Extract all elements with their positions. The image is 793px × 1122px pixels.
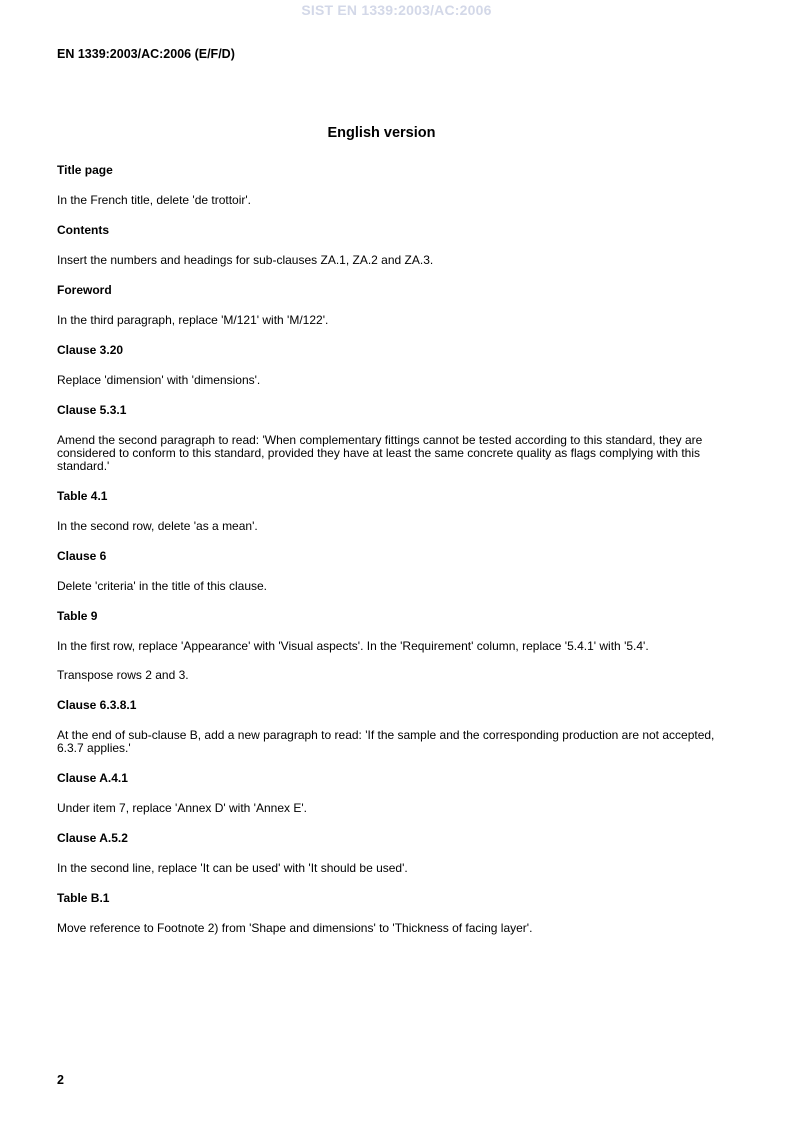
- section-heading-foreword: Foreword: [57, 283, 112, 297]
- section-paragraph: In the third paragraph, replace 'M/121' with 'M/122'.: [57, 313, 329, 327]
- section-paragraph: Insert the numbers and headings for sub-clauses ZA.1, ZA.2 and ZA.3.: [57, 253, 434, 267]
- watermark: SIST EN 1339:2003/AC:2006: [301, 2, 492, 18]
- section-paragraph: In the first row, replace 'Appearance' with 'Visual aspects'. In the 'Requirement' column, replace '5.4.1' with '5.4'.: [57, 639, 649, 653]
- section-paragraph: In the second line, replace 'It can be used' with 'It should be used'.: [57, 861, 408, 875]
- section-paragraph: Move reference to Footnote 2) from 'Shape and dimensions' to 'Thickness of facing layer'.: [57, 921, 533, 935]
- section-paragraph: In the second row, delete 'as a mean'.: [57, 519, 258, 533]
- version-title: English version: [327, 125, 436, 141]
- section-heading-table-9: Table 9: [57, 609, 98, 623]
- section-paragraph: Under item 7, replace 'Annex D' with 'Annex E'.: [57, 801, 307, 815]
- page-number: 2: [57, 1073, 64, 1087]
- section-heading-clause-5-3-1: Clause 5.3.1: [57, 403, 127, 417]
- section-heading-table-4-1: Table 4.1: [57, 489, 108, 503]
- section-paragraph: In the French title, delete 'de trottoir'.: [57, 193, 252, 207]
- section-heading-table-b-1: Table B.1: [57, 891, 110, 905]
- section-paragraph: At the end of sub-clause B, add a new paragraph to read: 'If the sample and the corresponding production are not accepted, 6.3.7 applies.': [57, 728, 715, 755]
- section-heading-clause-6-3-8-1: Clause 6.3.8.1: [57, 698, 137, 712]
- section-paragraph: Delete 'criteria' in the title of this clause.: [57, 579, 268, 593]
- section-paragraph: Replace 'dimension' with 'dimensions'.: [57, 373, 261, 387]
- section-paragraph: Transpose rows 2 and 3.: [57, 668, 189, 682]
- section-heading-clause-a-4-1: Clause A.4.1: [57, 771, 128, 785]
- section-heading-contents: Contents: [57, 223, 109, 237]
- corrigendum-body: [57, 163, 717, 951]
- section-heading-clause-3-20: Clause 3.20: [57, 343, 124, 357]
- section-paragraph: Amend the second paragraph to read: 'When complementary fittings cannot be tested according to this standard, they are considered to conform to this standard, provided they have at least the same concrete quality as flags complying with this standard.': [57, 433, 703, 473]
- section-heading-clause-a-5-2: Clause A.5.2: [57, 831, 128, 845]
- document-id: EN 1339:2003/AC:2006 (E/F/D): [57, 47, 235, 61]
- section-heading-clause-6: Clause 6: [57, 549, 107, 563]
- section-heading-title-page: Title page: [57, 163, 113, 177]
